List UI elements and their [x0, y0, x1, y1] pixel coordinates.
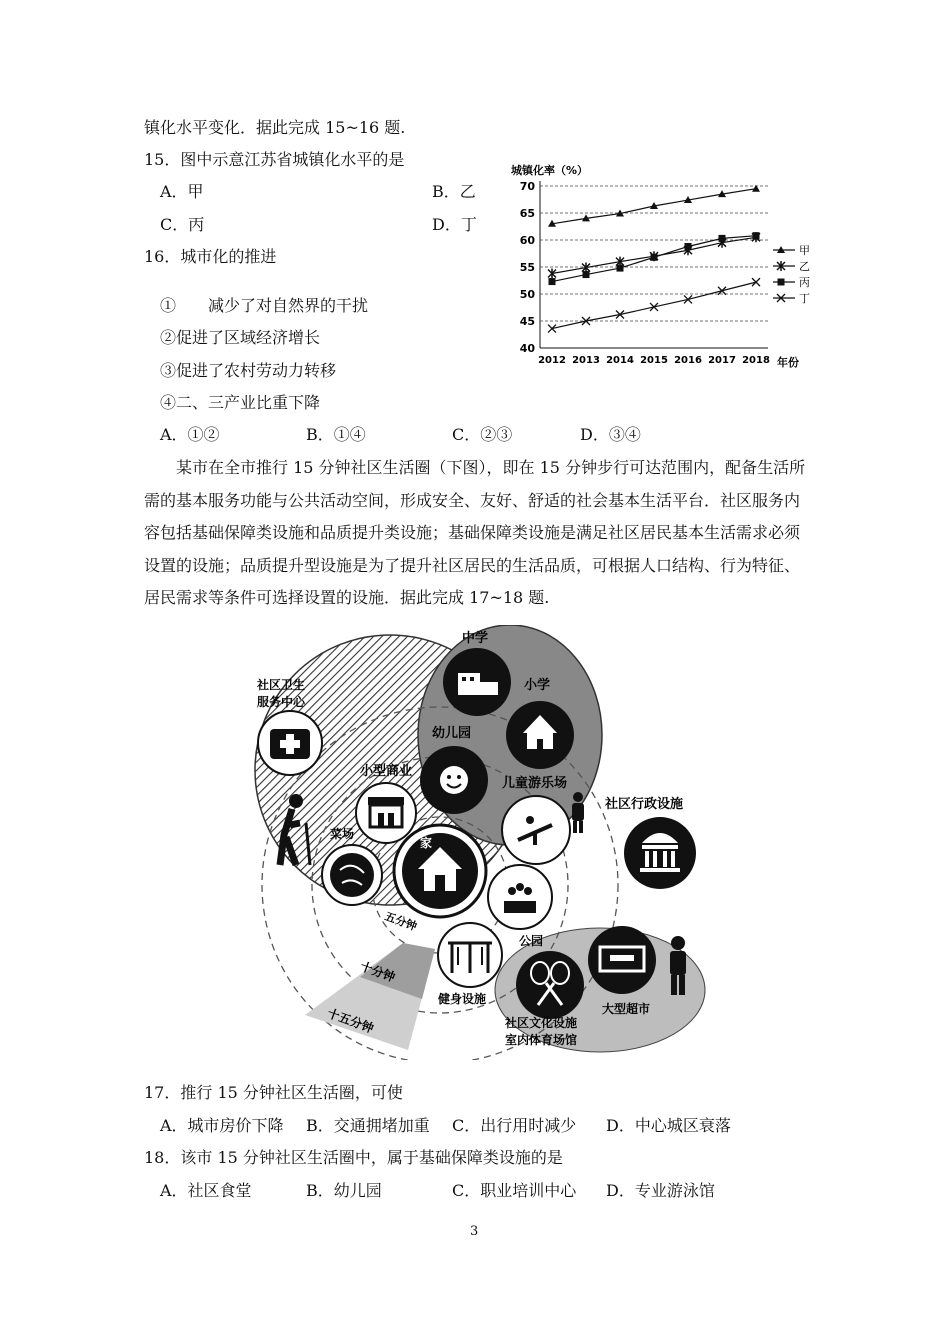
- q16-statement-2: ②促进了区域经济增长: [160, 328, 321, 347]
- admin-building-icon: [624, 817, 696, 889]
- primary-school-icon: [506, 701, 574, 769]
- chart-data-point: [548, 325, 556, 333]
- q17-option-b: B．交通拥堵加重: [306, 1116, 430, 1135]
- chart-x-tick-label: 2015: [640, 355, 668, 366]
- chart-legend-label: 乙: [799, 260, 810, 273]
- home-label: 家: [420, 836, 433, 850]
- health-center-icon: [258, 711, 322, 775]
- ring10-label: 十分钟: [358, 959, 397, 985]
- kindergarten-label: 幼儿园: [432, 726, 472, 741]
- intro-line: 镇化水平变化．据此完成 15~16 题.: [144, 118, 406, 137]
- chart-y-tick-label: 45: [519, 315, 535, 328]
- chart-x-tick-label: 2013: [572, 355, 600, 366]
- q16-option-c: C．②③: [452, 425, 513, 444]
- chart-x-tick-label: 2012: [538, 355, 566, 366]
- life-circle-diagram: [240, 625, 720, 1060]
- urbanization-line-chart: [505, 158, 825, 374]
- chart-data-point: [718, 287, 726, 295]
- chart-legend-label: 丁: [799, 292, 810, 305]
- chart-xlabel: 年份: [777, 356, 799, 369]
- chart-legend-label: 甲: [799, 244, 810, 257]
- q18-option-a: A．社区食堂: [160, 1181, 252, 1200]
- chart-data-point: [753, 232, 760, 239]
- chart-data-point: [651, 254, 658, 261]
- fitness-icon: [438, 923, 502, 987]
- q17-option-c: C．出行用时减少: [452, 1116, 577, 1135]
- q18-option-c: C．职业培训中心: [452, 1181, 577, 1200]
- chart-data-point: [719, 235, 726, 242]
- middle-school-label: 中学: [462, 631, 489, 646]
- market-label: 菜场: [330, 827, 355, 841]
- small-commerce-label: 小型商业: [360, 764, 413, 779]
- child-figure-icon: [572, 792, 584, 833]
- chart-data-point: [549, 278, 556, 285]
- chart-data-point: [617, 265, 624, 272]
- chart-series-line: [552, 282, 756, 328]
- health-center-label-2: 服务中心: [257, 695, 306, 709]
- chart-ylabel: 城镇化率（%）: [511, 164, 589, 177]
- q16-option-a: A．①②: [160, 425, 220, 444]
- tennis-racket-icon: [516, 951, 584, 1019]
- chart-data-point: [583, 271, 590, 278]
- q16-statement-4: ④二、三产业比重下降: [160, 393, 321, 412]
- q18-stem: 18．该市 15 分钟社区生活圈中，属于基础保障类设施的是: [144, 1148, 563, 1167]
- park-icon: [488, 865, 552, 929]
- chart-data-point: [752, 185, 760, 192]
- playground-icon: [502, 796, 570, 864]
- q15-option-c: C．丙: [160, 215, 205, 234]
- playground-label: 儿童游乐场: [502, 776, 568, 791]
- market-icon: [322, 845, 382, 905]
- supermarket-label: 大型超市: [602, 1002, 651, 1016]
- admin-label: 社区行政设施: [605, 797, 684, 812]
- kindergarten-icon: [420, 746, 488, 814]
- culture-label: 社区文化设施: [505, 1016, 578, 1030]
- q15-option-b: B．乙: [432, 182, 476, 201]
- chart-x-tick-label: 2016: [674, 355, 702, 366]
- q16-statement-3: ③促进了农村劳动力转移: [160, 361, 337, 380]
- chart-y-tick-label: 65: [519, 207, 535, 220]
- chart-legend-marker: [778, 279, 785, 286]
- chart-y-tick-label: 40: [519, 342, 535, 355]
- chart-data-point: [650, 303, 658, 311]
- q16-option-d: D．③④: [580, 425, 641, 444]
- q17-option-a: A．城市房价下降: [160, 1116, 284, 1135]
- primary-school-label: 小学: [524, 678, 551, 693]
- q15-option-a: A．甲: [160, 182, 204, 201]
- chart-y-tick-label: 55: [519, 261, 535, 274]
- fitness-label: 健身设施: [438, 992, 487, 1006]
- park-label: 公园: [519, 934, 544, 948]
- chart-legend-label: 丙: [799, 276, 810, 289]
- health-center-label-1: 社区卫生: [257, 678, 306, 692]
- q17-option-d: D．中心城区衰落: [606, 1116, 731, 1135]
- middle-school-icon: [443, 648, 511, 716]
- q15-stem: 15．图中示意江苏省城镇化水平的是: [144, 150, 405, 169]
- shop-icon: [356, 783, 416, 843]
- home-icon: [394, 825, 486, 917]
- chart-data-point: [685, 243, 692, 250]
- ring15-label: 十五分钟: [325, 1006, 376, 1036]
- passage: 某市在全市推行 15 分钟社区生活圈（下图），即在 15 分钟步行可达范围内，配备生活所需的基本服务功能与公共活动空间，形成安全、友好、舒适的社会基本生活平台．社区服务内容包括基础保障类设施和品质提升类设施；基础保障类设施是满足社区居民基本生活需求必须设置的设施；品质提升型设施是为了提升社区居民的生活品质，可根据人口结构、行为特征、居民需求等条件可选择设置的设施．据此完成 17~18 题.: [144, 458, 806, 607]
- chart-x-tick-label: 2017: [708, 355, 736, 366]
- chart-y-tick-label: 70: [519, 180, 535, 193]
- q18-option-d: D．专业游泳馆: [606, 1181, 715, 1200]
- chart-x-tick-label: 2018: [742, 355, 770, 366]
- ring5-label: 五分钟: [382, 909, 419, 934]
- chart-data-point: [752, 278, 760, 286]
- chart-x-tick-label: 2014: [606, 355, 634, 366]
- sports-label: 室内体育场馆: [505, 1033, 578, 1047]
- q16-option-b: B．①④: [306, 425, 366, 444]
- q16-statement-1: ① 减少了对自然界的干扰: [160, 296, 369, 315]
- page-number: 3: [470, 1224, 479, 1239]
- chart-y-tick-label: 50: [519, 288, 535, 301]
- q18-option-b: B．幼儿园: [306, 1181, 382, 1200]
- chart-data-point: [684, 295, 692, 303]
- q17-stem: 17．推行 15 分钟社区生活圈，可使: [144, 1083, 403, 1102]
- q16-stem: 16．城市化的推进: [144, 247, 277, 266]
- supermarket-icon: [588, 926, 656, 994]
- chart-y-tick-label: 60: [519, 234, 535, 247]
- q15-option-d: D．丁: [432, 215, 477, 234]
